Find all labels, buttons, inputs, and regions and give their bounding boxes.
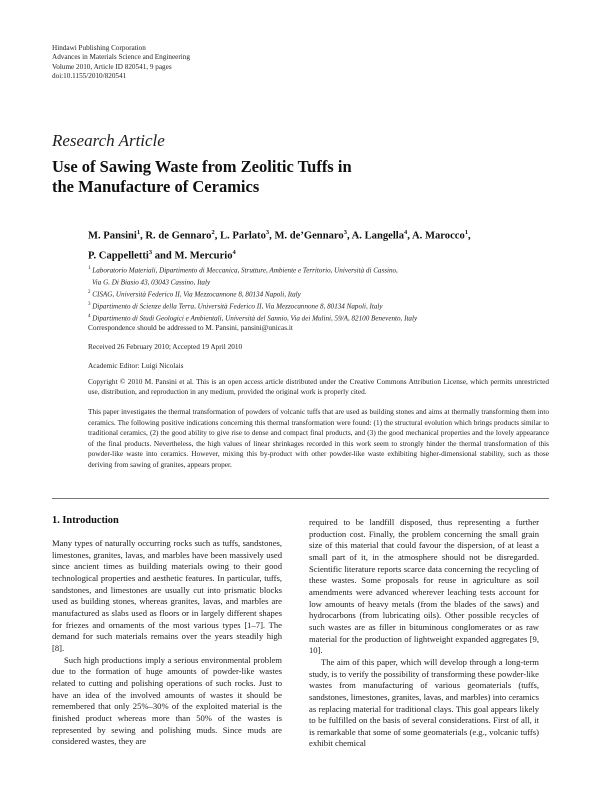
affiliation-mark: 4	[232, 248, 236, 256]
affiliation: $^1$ Laboratorio Materiali, Dipartimento di Meccanica, Strutture, Ambiente e Territorio, Università di Cassino,	[88, 266, 398, 275]
author-name: M. de’Gennaro	[274, 230, 344, 242]
publication-header	[52, 44, 190, 82]
affiliation: Via G. Di Biasio 43, 03043 Cassino, Italy	[92, 278, 211, 287]
publisher-name: Hindawi Publishing Corporation	[52, 44, 146, 52]
title-line: the Manufacture of Ceramics	[52, 177, 260, 196]
academic-editor: Academic Editor: Luigi Nicolais	[88, 361, 184, 370]
paragraph: Many types of naturally occurring rocks such as tuffs, sandstones, limestones, granites, lavas, and marbles have been massively used since ancient times as building materials owing to their good technological properties and aesthetic features. In particular, tuffs, sandstones, and limestones are usually cut into prismatic blocks used as building stones, whereas granites, lavas, and marbles are manufactured as slabs used as floors or in largely different shapes for friezes and ornaments of the most various types [1–7]. The demand for such materials remains over the years steadily high [8].	[52, 538, 282, 653]
copyright-notice: Copyright © 2010 M. Pansini et al. This is an open access article distributed under the Creative Commons Attribution License, which permits unrestricted use, distribution, and reproduction in any medium, provided the original work is properly cited.	[88, 377, 549, 397]
article-type: Research Article	[52, 131, 165, 150]
doi: doi:10.1155/2010/820541	[52, 72, 127, 81]
author-name: P. Cappelletti	[88, 250, 149, 262]
affiliation-list	[88, 264, 558, 324]
paragraph: Such high productions imply a serious environmental problem due to the formation of huge amounts of powder-like wastes related to cutting and polishing operations of such rocks. Just to have an idea of the involved amounts of wastes it should be remembered that only 25%–30% of the exploited material is the finished product whereas more than 50% of the wastes is represented by sewing and polishing muds. Since muds are considered wastes, they are	[52, 654, 282, 747]
title-line: Use of Sawing Waste from Zeolitic Tuffs in	[52, 157, 352, 176]
author-name: L. Parlato	[219, 230, 266, 242]
affiliation-mark: 4	[404, 229, 408, 236]
paragraph: required to be landfill disposed, thus representing a further production cost. Finally, the problem concerning the small grain size of this material that could favour the dispersion, of at least a small part of it, in the atmosphere should not be disregarded. Scientific literature reports scarce data concerning the recycling of these wastes. Some proposals for reuse in agriculture as soil amendments were advanced wherever leaching tests account for low amounts of heavy metals (from the blades of the saws) and hydrocarbons (from lubricating oils). Other possible recycles of such wastes are as filler in bituminous conglomerates or as raw material for the production of lightweight expanded aggregates [9, 10].	[309, 517, 539, 656]
paragraph: The aim of this paper, which will develop through a long-term study, is to verify the possibility of transforming these powder-like wastes from manufacturing of various geomaterials (tuffs, sandstones, limestones, granites, lavas, and marbles) into ceramics as replacing material for traditional clays. This goal appears likely to be fulfilled on the basis of several considerations. First of all, it is remarkable that some of some geomaterials (e.g., volcanic tuffs) exhibit chemical	[309, 656, 539, 749]
right-column	[309, 517, 539, 783]
affiliation: $^3$ Dipartimento di Scienze della Terra, Università Federico II, Via Mezzocannone 8, 80134 Napoli, Italy	[88, 301, 383, 311]
author-list	[88, 225, 548, 264]
author-name: R. de Gennaro	[145, 230, 212, 242]
affiliation-mark: 3	[265, 229, 270, 236]
affiliation: $^4$ Dipartimento di Studi Geologici e Ambientali, Università del Sannio, Via dei Mulini, 59/A, 82100 Benevento, Italy	[88, 313, 418, 323]
author-line: M. Pansini$^1$, R. de Gennaro$^2$, L. Parlato$^3$, M. de’Gennaro$^3$, A. Langella$^4$, A. Marocco$^1$,	[88, 229, 471, 242]
author-name: M. Mercurio	[174, 250, 233, 262]
affiliation-mark: 2	[211, 229, 215, 236]
received-accepted-dates: Received 26 February 2010; Accepted 19 April 2010	[88, 342, 243, 351]
author-line: P. Cappelletti$^3$ and M. Mercurio$^4$	[88, 248, 236, 262]
affiliation: $^2$ CISAG, Università Federico II, Via Mezzocannone 8, 80134 Napoli, Italy	[88, 289, 301, 299]
author-name: M. Pansini	[88, 230, 137, 242]
section-divider	[52, 498, 549, 499]
affiliation-mark: 3	[343, 229, 347, 236]
affiliation-mark: 1	[136, 229, 141, 236]
affiliation-mark: 3	[148, 248, 153, 256]
correspondence-note: Correspondence should be addressed to M. Pansini, pansini@unicas.it	[88, 323, 293, 332]
author-name: A. Marocco	[412, 230, 465, 242]
section-heading: 1. Introduction	[52, 515, 119, 526]
journal-name: Advances in Materials Science and Engineering	[52, 53, 190, 62]
abstract: This paper investigates the thermal transformation of powders of volcanic tuffs that are used as building stones and aims at thermally transforming them into ceramics. The following positive indications concerning this thermal transformation were found: (1) the structural evolution which brings products similar to traditional ceramics, (2) the good ability to give rise to dense and compact final products, and (3) the good mechanical properties and the lovely appearance of the final products. Nevertheless, the high values of linear shrinkages recorded in this work seem to strongly hinder the thermal transformation of this powder-like waste into ceramics. However, mixing this by-product with other powder-like waste exhibiting higher-dimensional stability, such as those deriving from sawing of granites, appears proper.	[88, 407, 549, 469]
paper-title	[52, 157, 522, 197]
volume-info: Volume 2010, Article ID 820541, 9 pages	[52, 62, 172, 71]
left-column	[52, 538, 282, 783]
affiliation-mark: 1	[464, 229, 469, 236]
author-name: A. Langella	[351, 230, 405, 242]
